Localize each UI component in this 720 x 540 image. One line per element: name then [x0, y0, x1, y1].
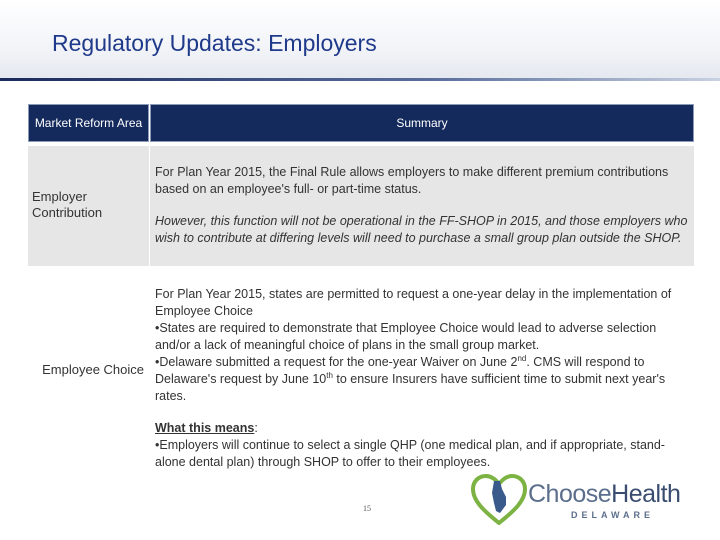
employee-choice-bullet-2b: . CMS will respond to Delaware's request by June 10 — [155, 355, 645, 386]
logo-word-health: Health — [611, 480, 681, 508]
logo-subtitle: DELAWARE — [571, 510, 655, 520]
row-label-employee-choice: Employee Choice — [42, 362, 144, 377]
delaware-heart-icon — [470, 473, 528, 525]
heading-colon: : — [254, 421, 258, 435]
row-label-employer-contribution: Employer Contribution — [32, 189, 103, 220]
employee-choice-bullet-2c: to ensure Insurers have sufficient time to submit next year's rates. — [155, 372, 666, 403]
ordinal-suffix: nd — [517, 353, 527, 363]
logo-word-choose: Choose — [528, 480, 612, 508]
employee-choice-text — [155, 286, 690, 405]
logo-wordmark — [528, 480, 680, 509]
header-summary: Summary — [150, 104, 694, 142]
header-market-reform-area: Market Reform Area — [28, 104, 149, 142]
slide-title: Regulatory Updates: Employers — [52, 30, 377, 56]
header-rule — [0, 78, 720, 81]
page-number: 15 — [363, 504, 371, 513]
ordinal-suffix: th — [326, 370, 333, 380]
employee-choice-intro: For Plan Year 2015, states are permitted to request a one-year delay in the implementation of Employee Choice — [155, 287, 672, 318]
what-this-means-heading: What this means — [155, 421, 255, 435]
employer-contribution-note: However, this function will not be operational in the FF-SHOP in 2015, and those employers who wish to contribute at differing levels will need to purchase a small group plan outside the SHOP. — [155, 214, 688, 245]
what-this-means-text: •Employers will continue to select a single QHP (one medical plan, and if appropriate, stand-alone dental plan) through SHOP to offer to their employees. — [155, 438, 665, 469]
employee-choice-bullet-1: •States are required to demonstrate that Employee Choice would lead to adverse selection and/or a lack of meaningful choice of plans in the small group market. — [155, 321, 657, 352]
what-this-means-block — [155, 420, 690, 471]
employee-choice-bullet-2a: •Delaware submitted a request for the one-year Waiver on June 2 — [155, 355, 518, 369]
employer-contribution-text: For Plan Year 2015, the Final Rule allows employers to make different premium contributions based on an employee's full- or part-time status. — [155, 165, 669, 196]
